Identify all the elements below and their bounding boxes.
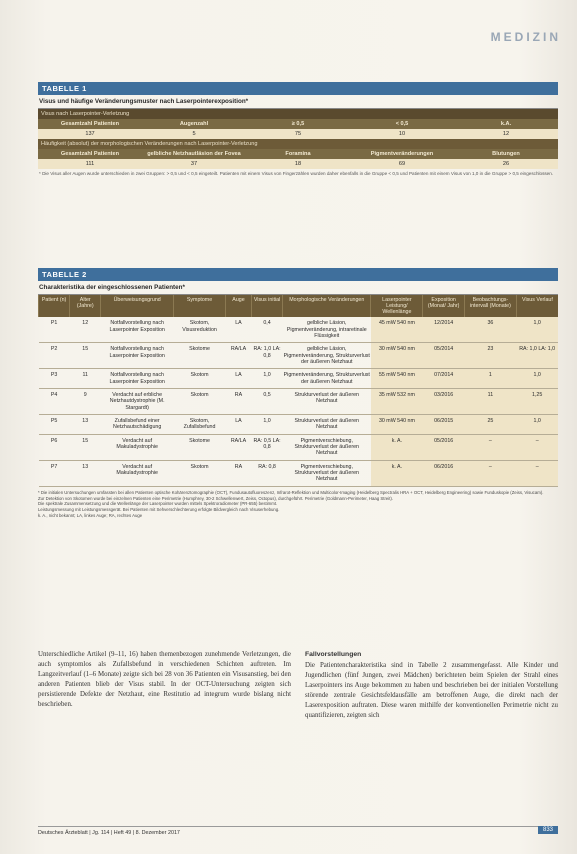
table-cell: 1 — [464, 369, 516, 389]
table-cell: 23 — [464, 343, 516, 369]
table-cell: RA/LA — [225, 343, 251, 369]
table-cell: RA — [225, 460, 251, 486]
table-1-cell: 137 — [85, 131, 95, 137]
table-1-header-cell: Blutungen — [492, 151, 520, 157]
body-paragraph: Die Patientencharakteristika sind in Tabelle 2 zusammengefasst. Alle Kinder und Jugendlichen (fünf Jungen, zwei Mädchen) berichteten beim Spielen der Strahl eines Laserpointers ins Auge bekommen zu haben und beschrieben bei der initialen Vorstellung störende zentrale Gesichtsfeldausfälle am betroffenen Auge, die direkt nach der Laserexposition auftraten. Diese waren mithilfe der konventionellen Perimetrie nicht zu quantifizieren, zeigten sich — [305, 661, 558, 720]
table-cell: 55 mW 540 nm — [371, 369, 423, 389]
table-2-header-cell: Patient (n) — [39, 295, 70, 317]
table-cell: LA — [225, 317, 251, 343]
table-2-header-cell: Morphologische Veränderungen — [283, 295, 371, 317]
table-2-header-cell: Auge — [225, 295, 251, 317]
table-1-row-morphology — [38, 159, 558, 169]
table-1 — [38, 82, 558, 179]
table-cell: 1,0 — [251, 415, 282, 435]
section-label: MEDIZIN — [490, 30, 561, 44]
table-1-band-morphology: Häufigkeit (absolut) der morphologischen Veränderungen nach Laserpointer-Verletzung — [38, 139, 558, 149]
table-row — [39, 388, 559, 414]
table-cell: Skotome — [174, 343, 226, 369]
table-1-row-visus — [38, 129, 558, 139]
table-cell: 13 — [70, 460, 101, 486]
table-cell: RA — [225, 388, 251, 414]
table-2-title: Charakteristika der eingeschlossenen Patienten* — [38, 281, 558, 295]
table-cell: Skotom, Visusreduktion — [174, 317, 226, 343]
table-cell: 1,0 — [251, 369, 282, 389]
table-1-header-cell: Gesamtzahl Patienten — [60, 151, 120, 157]
table-1-header-morphology — [38, 149, 558, 159]
table-cell: 12 — [70, 317, 101, 343]
table-cell: P4 — [39, 388, 70, 414]
table-1-band-visus: Visus nach Laserpointer-Verletzung — [38, 109, 558, 119]
body-column-left — [38, 650, 291, 721]
table-1-header-cell: < 0,5 — [395, 121, 409, 127]
table-cell: P6 — [39, 434, 70, 460]
table-cell: Skotom — [174, 460, 226, 486]
table-cell: gelbliche Läsion, Pigmentveränderung, Strukturverlust der äußeren Netzhaut — [283, 343, 371, 369]
page-footer — [38, 826, 558, 836]
table-cell: RA: 1,0 LA: 0,8 — [251, 343, 282, 369]
table-row — [39, 434, 559, 460]
table-cell: 06/2016 — [423, 460, 465, 486]
table-cell: 45 mW 540 nm — [371, 317, 423, 343]
section-heading: Fallvorstellungen — [305, 651, 362, 658]
table-cell: 15 — [70, 343, 101, 369]
table-cell: 9 — [70, 388, 101, 414]
table-cell: 05/2016 — [423, 434, 465, 460]
table-cell: Skotome — [174, 434, 226, 460]
table-cell: – — [464, 434, 516, 460]
table-1-tab: TABELLE 1 — [38, 82, 558, 95]
table-cell: – — [464, 460, 516, 486]
table-cell: LA — [225, 369, 251, 389]
table-2-header-cell: Visus initial — [251, 295, 282, 317]
table-cell: 07/2014 — [423, 369, 465, 389]
table-1-header-cell: Augenzahl — [179, 121, 209, 127]
table-cell: LA — [225, 415, 251, 435]
table-1-header-cell: gelbliche Netzhautläsion der Fovea — [147, 151, 241, 157]
table-2-notes — [38, 487, 558, 519]
table-2-note: Zur Detektion von Skotomen wurde bei einzelnen Patienten eine Perimetrie (Humphrey, 30-2 Schwellenwert, Zeiss, Octopus), durchgeführt. Perimetrie (Goldmann-Perimeter, Haag Streit). — [38, 495, 394, 501]
table-cell: Verdacht auf erbliche Netzhautdystrophie (M. Stargardt) — [101, 388, 174, 414]
table-cell: Pigmentverschiebung, Strukturverlust der äußeren Netzhaut — [283, 460, 371, 486]
table-2-header-row — [39, 295, 559, 317]
table-2 — [38, 268, 558, 519]
table-cell: 0,4 — [251, 317, 282, 343]
table-2-note: Die spektrale Zusammensetzung und die Wellenlänge der Laserpointer wurden mittels Spektroradiometer (PR-655) bestimmt. — [38, 501, 278, 507]
table-cell: 06/2015 — [423, 415, 465, 435]
table-cell: k. A. — [371, 434, 423, 460]
table-cell: 30 mW 540 nm — [371, 343, 423, 369]
table-1-cell: 10 — [398, 131, 406, 137]
table-2-header-cell: Symptome — [174, 295, 226, 317]
table-cell: 11 — [70, 369, 101, 389]
table-cell: 13 — [70, 415, 101, 435]
table-1-cell: 37 — [190, 161, 198, 167]
table-row — [39, 369, 559, 389]
table-cell: 30 mW 540 nm — [371, 415, 423, 435]
table-cell: Skotom — [174, 388, 226, 414]
table-cell: Strukturverlust der äußeren Netzhaut — [283, 388, 371, 414]
table-cell: 05/2014 — [423, 343, 465, 369]
table-1-header-cell: Gesamtzahl Patienten — [60, 121, 120, 127]
table-1-title: Visus und häufige Veränderungsmuster nach Laserpointerexposition* — [38, 95, 558, 109]
table-cell: P7 — [39, 460, 70, 486]
table-cell: 15 — [70, 434, 101, 460]
table-cell: 12/2014 — [423, 317, 465, 343]
table-cell: Skotom — [174, 369, 226, 389]
table-cell: RA/LA — [225, 434, 251, 460]
table-cell: gelbliche Läsion, Pigmentveränderung, intraretinale Flüssigkeit — [283, 317, 371, 343]
table-cell: 1,0 — [516, 415, 558, 435]
table-row — [39, 460, 559, 486]
table-cell: Pigmentveränderung, Strukturverlust der äußeren Netzhaut — [283, 369, 371, 389]
table-1-cell: 69 — [398, 161, 406, 167]
table-cell: 03/2016 — [423, 388, 465, 414]
table-cell: 1,0 — [516, 317, 558, 343]
table-1-header-cell: k.A. — [500, 121, 512, 127]
table-2-body — [39, 317, 559, 486]
table-cell: P5 — [39, 415, 70, 435]
table-cell: Notfallvorstellung nach Laserpointer Exposition — [101, 343, 174, 369]
table-cell: Verdacht auf Makuladystrophie — [101, 460, 174, 486]
article-body — [38, 650, 558, 721]
table-cell: Notfallvorstellung nach Laserpointer Exposition — [101, 369, 174, 389]
table-cell: RA: 1,0 LA: 1,0 — [516, 343, 558, 369]
table-2-note: Leistungsmessung mit Leistungsmessgerät. Bei Patienten mit Sehverschlechterung erfolgte Bildvergleich nach Visuserhebung. — [38, 507, 280, 513]
table-cell: Zufallsbefund einer Netzhautschädigung — [101, 415, 174, 435]
table-2-header-cell: Überweisungsgrund — [101, 295, 174, 317]
table-cell: P3 — [39, 369, 70, 389]
table-1-header-cell: Pigmentveränderungen — [370, 151, 434, 157]
table-cell: 36 — [464, 317, 516, 343]
table-cell: k. A. — [371, 460, 423, 486]
table-cell: 35 mW 532 nm — [371, 388, 423, 414]
table-2-header-cell: Visus Verlauf — [516, 295, 558, 317]
table-1-header-visus — [38, 119, 558, 129]
table-cell: 11 — [464, 388, 516, 414]
table-cell: 25 — [464, 415, 516, 435]
table-row — [39, 343, 559, 369]
table-cell: 1,25 — [516, 388, 558, 414]
table-cell: Notfallvorstellung nach Laserpointer Exposition — [101, 317, 174, 343]
table-row — [39, 317, 559, 343]
table-cell: P1 — [39, 317, 70, 343]
table-1-cell: 111 — [85, 161, 95, 167]
table-cell: – — [516, 460, 558, 486]
table-1-header-cell: Foramina — [285, 151, 311, 157]
table-cell: 1,0 — [516, 369, 558, 389]
table-cell: P2 — [39, 343, 70, 369]
table-cell: Verdacht auf Makuladystrophie — [101, 434, 174, 460]
table-2-note: * Die initialen Untersuchungen umfassten bei allen Patienten optische Kohärenztomographie (OCT), Fundusautofluoreszenz, Infrarot-Reflektion und Multicolor-Imaging (Heidelberg Spectralis HRA + OCT, Heidelberg Engineering) sowie Funduskopie (Zeiss, Visucam). — [38, 489, 544, 495]
table-2-header-cell: Exposition (Monat/ Jahr) — [423, 295, 465, 317]
table-cell: RA: 0,5 LA: 0,8 — [251, 434, 282, 460]
table-1-cell: 12 — [502, 131, 510, 137]
table-2-header-cell: Laserpointer Leistung/ Wellenlänge — [371, 295, 423, 317]
table-1-cell: 5 — [192, 131, 196, 137]
table-2-header-cell: Beobachtungs-intervall (Monate) — [464, 295, 516, 317]
table-2-tab: TABELLE 2 — [38, 268, 558, 281]
table-1-header-cell: ≥ 0,5 — [291, 121, 305, 127]
table-1-cell: 75 — [294, 131, 302, 137]
journal-citation: Deutsches Ärzteblatt | Jg. 114 | Heft 49 | 8. Dezember 2017 — [38, 830, 180, 836]
table-cell: Strukturverlust der äußeren Netzhaut — [283, 415, 371, 435]
table-cell: Pigmentverschiebung, Strukturverlust der äußeren Netzhaut — [283, 434, 371, 460]
table-cell: Skotom, Zufallsbefund — [174, 415, 226, 435]
page-number: 833 — [538, 826, 558, 834]
body-paragraph: Unterschiedliche Artikel (9–11, 16) haben themenbezogen zunehmende Verletzungen, die auch symptomlos als Zufallsbefund in verschiedenen Schichten auftreten. Im Langzeitverlauf (1–6 Monate) zeigte sich bei 28 von 36 Patienten ein Visusanstieg, bei den anderen Patienten blieb der Visus stabil. In der OCT-Untersuchung zeigten sich persistierende Defekte der Netzhaut, eine Restitutio ad integrum wurde bislang nicht beschrieben. — [38, 651, 291, 709]
table-row — [39, 415, 559, 435]
table-1-cell: 26 — [502, 161, 510, 167]
table-1-footnote: * Die Visus aller Augen wurde unterschieden in zwei Gruppen: > 0,5 und < 0,5 eingeteilt. Patienten mit einem Visus von Fingerzählen wurden daher ebenfalls in die Gruppe < 0,5 und Patienten mit einem Visus von 1,0 in die Gruppe > 0,5 eingeschlossen. — [39, 171, 554, 176]
table-2-grid — [38, 295, 558, 487]
table-2-note: k. A., nicht bekannt; LA, linkes Auge; RA, rechtes Auge — [38, 512, 143, 518]
table-cell: – — [516, 434, 558, 460]
body-column-right — [305, 650, 558, 721]
table-1-cell: 18 — [294, 161, 302, 167]
table-cell: RA: 0,8 — [251, 460, 282, 486]
table-cell: 0,5 — [251, 388, 282, 414]
table-2-header-cell: Alter (Jahre) — [70, 295, 101, 317]
